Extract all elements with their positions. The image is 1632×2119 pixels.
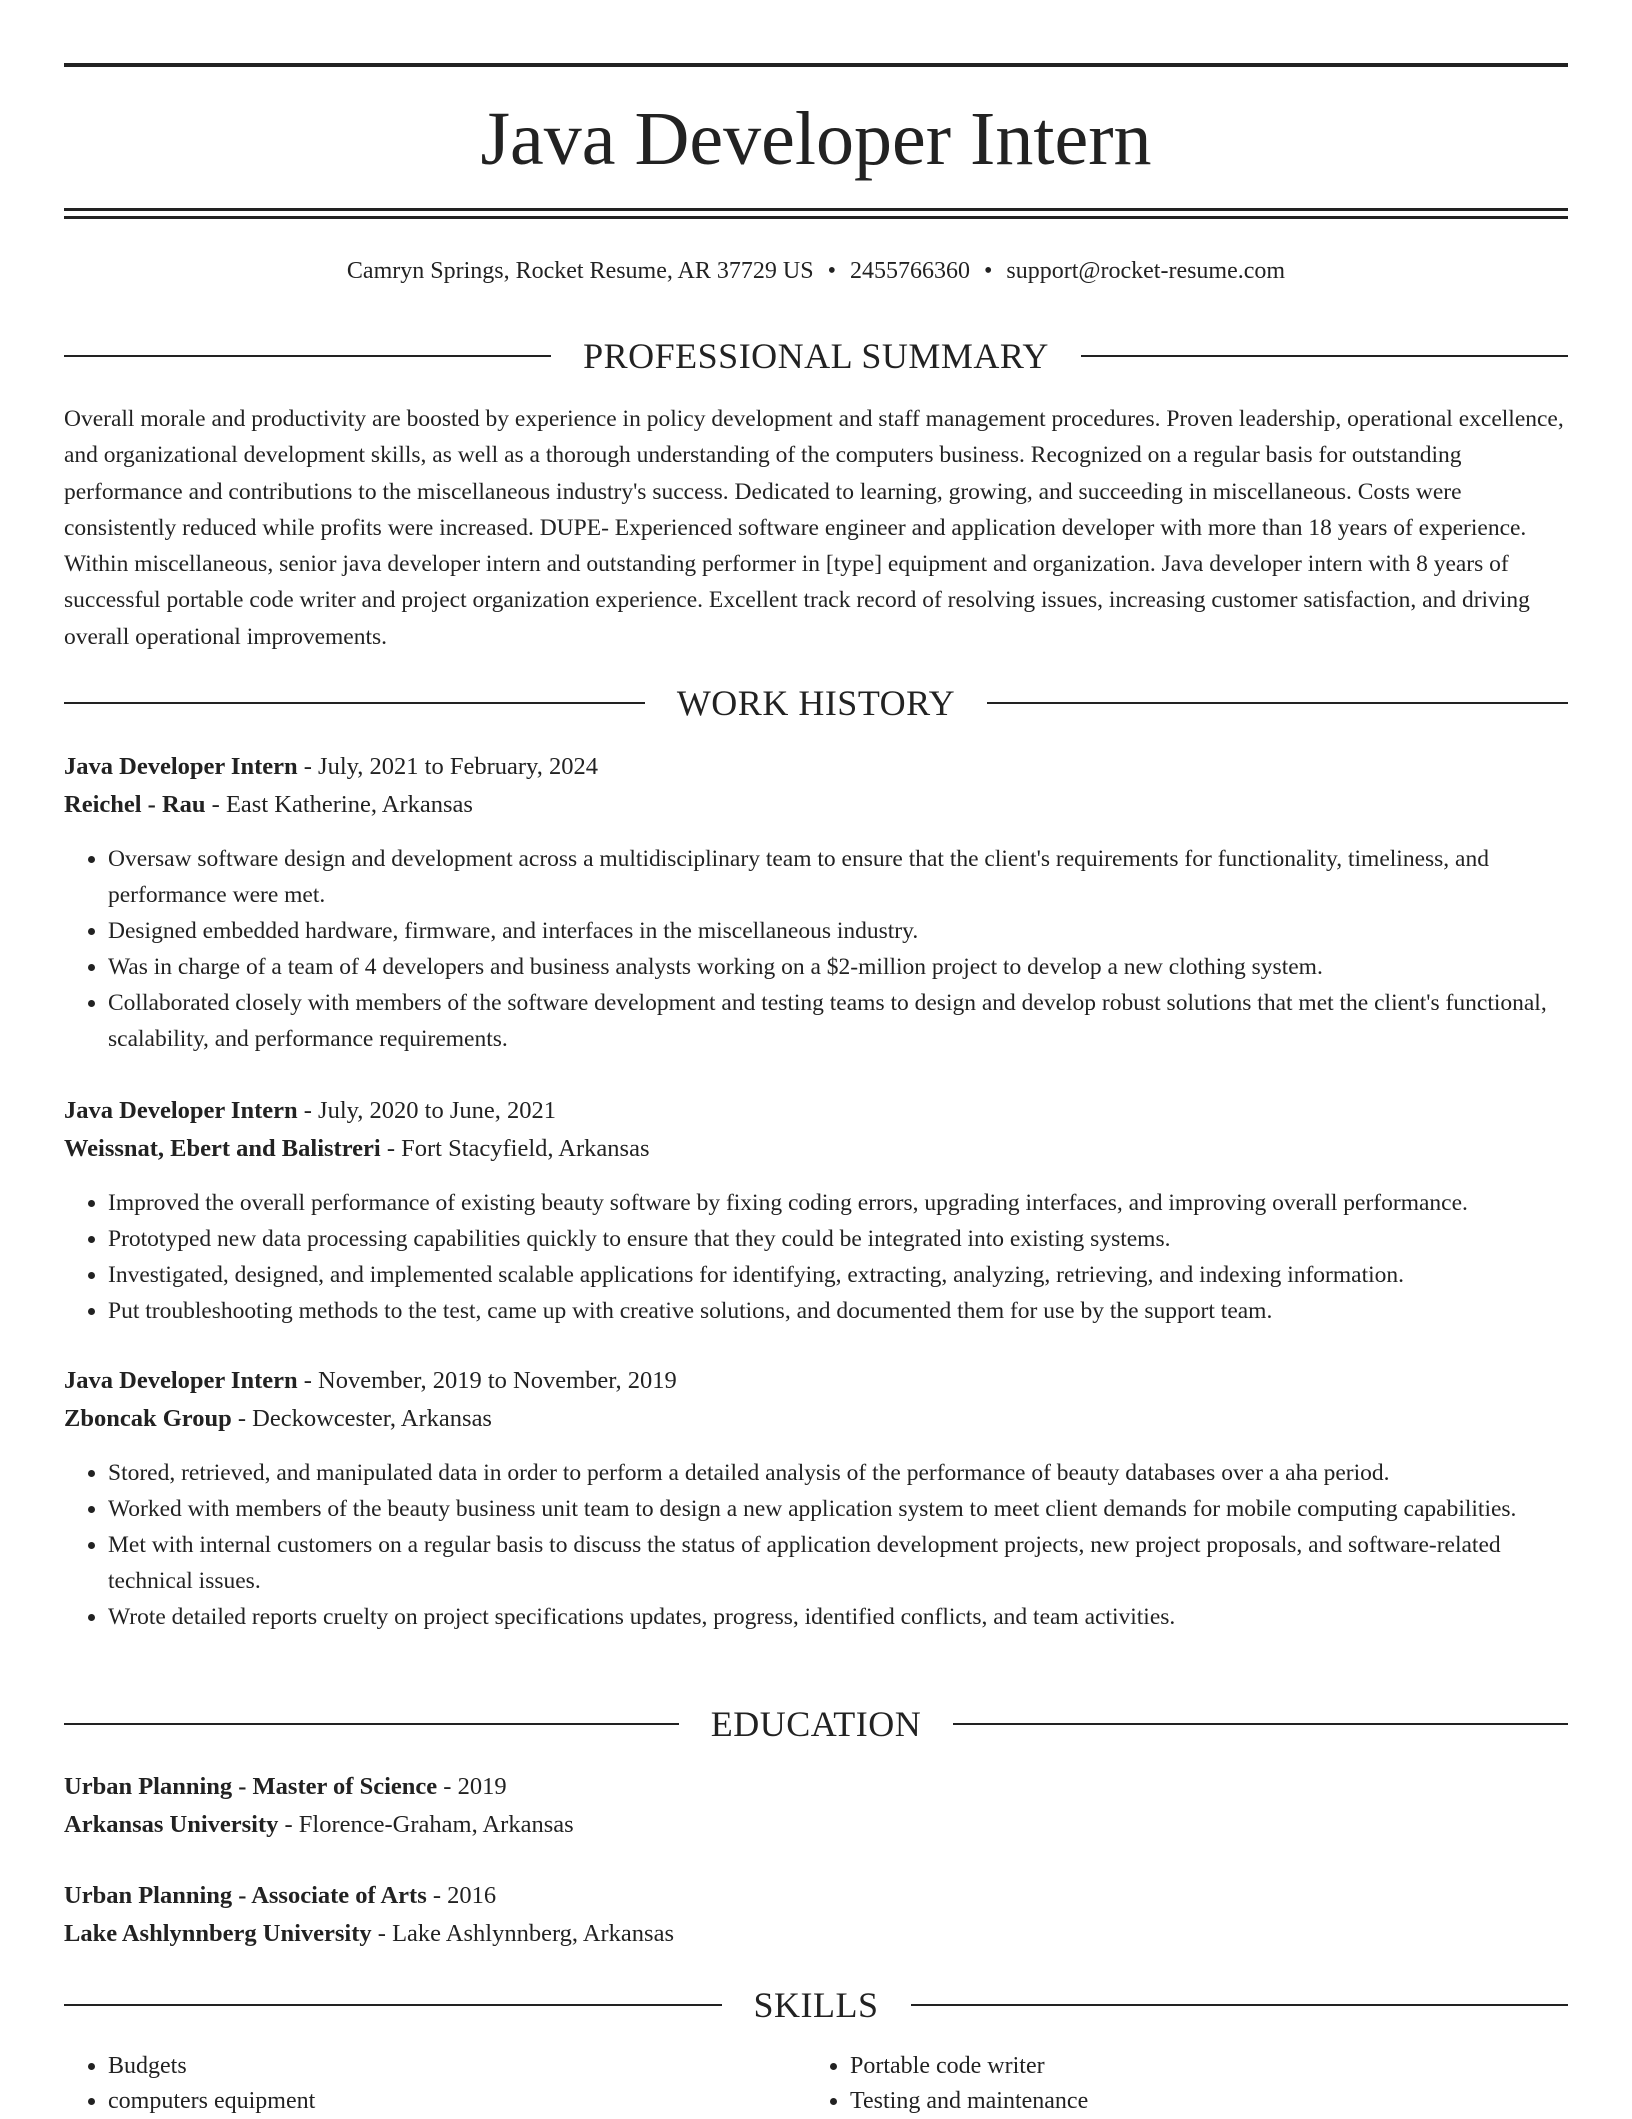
job-dates: - July, 2021 to February, 2024 xyxy=(297,753,598,780)
skills-list-right xyxy=(806,2049,1088,2119)
job-title-row xyxy=(64,1362,1568,1400)
contact-address: Camryn Springs, Rocket Resume, AR 37729 US xyxy=(346,258,814,284)
list-item: • Put troubleshooting methods to the test, came up with creative solutions, and documented them for use by the support team. xyxy=(108,1293,1568,1329)
job-bullets xyxy=(64,841,1568,1057)
section-header-skills xyxy=(64,1985,1568,2025)
list-item: • Prototyped new data processing capabilities quickly to ensure that they could be integrated into existing systems. xyxy=(108,1221,1568,1257)
education-school-row xyxy=(64,1915,1568,1953)
job-company-row xyxy=(64,786,1568,824)
job-company-row xyxy=(64,1400,1568,1438)
skills-list-left xyxy=(64,2049,315,2119)
contact-separator: • xyxy=(827,258,836,284)
section-header-work-history xyxy=(64,683,1568,723)
job-entry xyxy=(64,1362,1568,1438)
job-location: - Fort Stacyfield, Arkansas xyxy=(380,1135,650,1162)
section-title-summary: PROFESSIONAL SUMMARY xyxy=(583,336,1049,376)
education-year: - 2016 xyxy=(426,1882,497,1909)
job-entry xyxy=(64,748,1568,824)
list-item: • Collaborated closely with members of the software development and testing teams to design and develop robust solutions that met the client's functional, scalability, and performance requirements. xyxy=(108,985,1568,1057)
list-item: • Stored, retrieved, and manipulated data in order to perform a detailed analysis of the performance of beauty databases over a aha period. xyxy=(108,1455,1568,1491)
section-title-skills: SKILLS xyxy=(753,1985,879,2025)
section-title-education: EDUCATION xyxy=(710,1704,922,1744)
job-title: Java Developer Intern xyxy=(64,1367,298,1394)
list-item: • Was in charge of a team of 4 developers and business analysts working on a $2-million project to develop a new clothing system. xyxy=(108,949,1568,985)
education-school-row xyxy=(64,1806,1568,1844)
job-entry xyxy=(64,1092,1568,1168)
header-double-rule-upper xyxy=(64,208,1568,211)
section-title-work-history: WORK HISTORY xyxy=(676,683,956,723)
education-location: - Lake Ashlynnberg, Arkansas xyxy=(371,1920,674,1947)
job-company-row xyxy=(64,1130,1568,1168)
list-item: • Improved the overall performance of existing beauty software by fixing coding errors, upgrading interfaces, and improving overall performance. xyxy=(108,1185,1568,1221)
section-rule-left xyxy=(64,2004,722,2006)
job-title: Java Developer Intern xyxy=(64,753,298,780)
job-title: Java Developer Intern xyxy=(64,1097,298,1124)
education-degree: Urban Planning - Associate of Arts xyxy=(64,1882,427,1909)
header-double-rule-lower xyxy=(64,216,1568,219)
list-item: • Designed embedded hardware, firmware, and interfaces in the miscellaneous industry. xyxy=(108,913,1568,949)
summary-text: Overall morale and productivity are boosted by experience in policy development and staff management procedures. Proven leadership, operational excellence, and organizational development skills, as well as a thorough understanding of the computers business. Recognized on a regular basis for outstanding performance and contributions to the miscellaneous industry's success. Dedicated to learning, growing, and succeeding in miscellaneous. Costs were consistently reduced while profits were increased. DUPE- Experienced software engineer and application developer with more than 18 years of experience. Within miscellaneous, senior java developer intern and outstanding performer in [type] equipment and organization. Java developer intern with 8 years of successful portable code writer and project organization experience. Excellent track record of resolving issues, increasing customer satisfaction, and driving overall operational improvements. xyxy=(64,406,1564,650)
education-school: Lake Ashlynnberg University xyxy=(64,1920,372,1947)
education-entry xyxy=(64,1768,1568,1844)
contact-email: support@rocket-resume.com xyxy=(1006,258,1286,284)
section-rule-left xyxy=(64,1723,679,1725)
skill-item: • Budgets xyxy=(108,2049,315,2084)
list-item: • Wrote detailed reports cruelty on project specifications updates, progress, identified conflicts, and team activities. xyxy=(108,1599,1568,1635)
job-location: - Deckowcester, Arkansas xyxy=(231,1405,492,1432)
job-dates: - July, 2020 to June, 2021 xyxy=(297,1097,556,1124)
section-rule-left xyxy=(64,355,551,357)
skill-item: • Portable code writer xyxy=(850,2049,1088,2084)
list-item: • Investigated, designed, and implemented scalable applications for identifying, extracting, analyzing, retrieving, and indexing information. xyxy=(108,1257,1568,1293)
section-header-education xyxy=(64,1704,1568,1744)
job-company: Weissnat, Ebert and Balistreri xyxy=(64,1135,381,1162)
education-school: Arkansas University xyxy=(64,1811,279,1838)
section-rule-right xyxy=(953,1723,1568,1725)
job-bullets xyxy=(64,1185,1568,1329)
section-header-summary xyxy=(64,336,1568,376)
list-item: • Worked with members of the beauty business unit team to design a new application system to meet client demands for mobile computing capabilities. xyxy=(108,1491,1568,1527)
job-title-row xyxy=(64,1092,1568,1130)
job-title-row xyxy=(64,748,1568,786)
job-location: - East Katherine, Arkansas xyxy=(205,791,473,818)
education-location: - Florence-Graham, Arkansas xyxy=(278,1811,574,1838)
section-rule-left xyxy=(64,702,645,704)
section-rule-right xyxy=(987,702,1568,704)
contact-separator: • xyxy=(983,258,993,284)
job-company: Zboncak Group xyxy=(64,1405,232,1432)
contact-phone: 2455766360 xyxy=(849,258,970,284)
skill-item: • computers equipment xyxy=(108,2084,315,2119)
education-degree-row xyxy=(64,1877,1568,1915)
education-entry xyxy=(64,1877,1568,1953)
education-degree: Urban Planning - Master of Science xyxy=(64,1773,438,1800)
resume-title: Java Developer Intern xyxy=(480,97,1152,181)
education-degree-row xyxy=(64,1768,1568,1806)
education-year: - 2019 xyxy=(437,1773,507,1800)
list-item: • Met with internal customers on a regular basis to discuss the status of application development projects, new project proposals, and software-related technical issues. xyxy=(108,1527,1568,1599)
contact-line xyxy=(64,256,1568,286)
section-rule-right xyxy=(1081,355,1568,357)
job-bullets xyxy=(64,1455,1568,1635)
job-company: Reichel - Rau xyxy=(64,791,206,818)
list-item: • Oversaw software design and development across a multidisciplinary team to ensure that the client's requirements for functionality, timeliness, and performance were met. xyxy=(108,841,1568,913)
section-rule-right xyxy=(911,2004,1569,2006)
skill-item: • Testing and maintenance xyxy=(850,2084,1088,2119)
job-dates: - November, 2019 to November, 2019 xyxy=(297,1367,677,1394)
header-top-rule xyxy=(64,63,1568,67)
